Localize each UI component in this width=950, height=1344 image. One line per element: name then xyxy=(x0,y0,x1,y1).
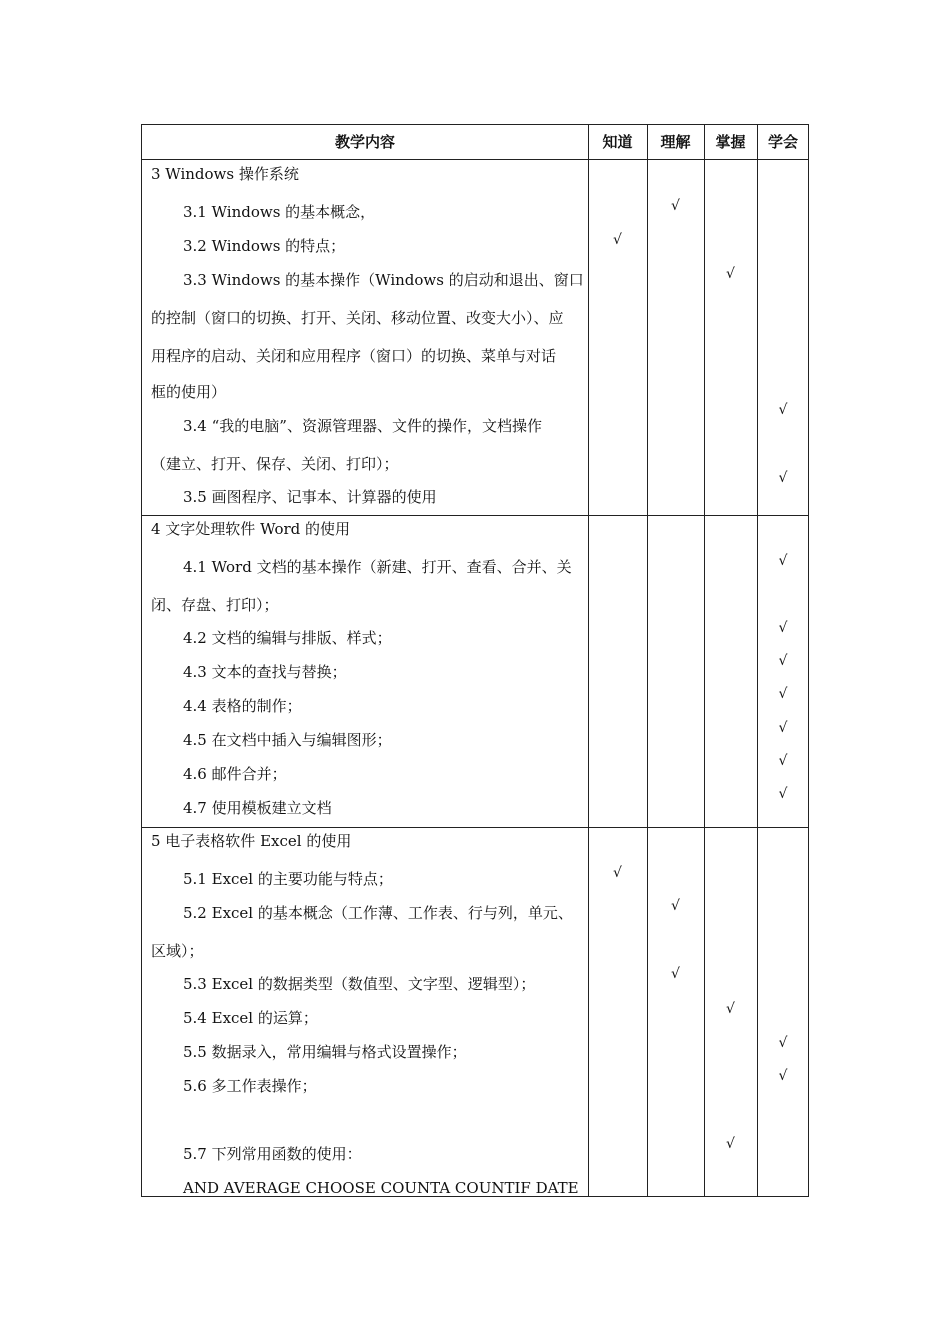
content-line: 3.2 Windows 的特点； xyxy=(183,237,346,255)
content-line: 4.1 Word 文档的基本操作（新建、打开、查看、合并、关 xyxy=(183,558,572,576)
column-divider xyxy=(757,828,758,1196)
column-divider xyxy=(757,160,758,515)
column-divider xyxy=(647,516,648,827)
table-header-row xyxy=(142,125,808,160)
check-mark: √ xyxy=(726,266,735,282)
content-line: 4.4 表格的制作； xyxy=(183,697,302,715)
column-divider xyxy=(757,125,758,159)
column-divider xyxy=(588,160,589,515)
section-title: 3 Windows 操作系统 xyxy=(151,165,299,183)
check-mark: √ xyxy=(671,198,680,214)
column-divider xyxy=(647,125,648,159)
content-line: （建立、打开、保存、关闭、打印）； xyxy=(151,455,399,473)
check-mark: √ xyxy=(671,966,680,982)
content-line: 3.1 Windows 的基本概念， xyxy=(183,203,376,221)
content-line: 4.5 在文档中插入与编辑图形； xyxy=(183,731,392,749)
content-line: 5.3 Excel 的数据类型（数值型、文字型、逻辑型）； xyxy=(183,975,536,993)
check-mark: √ xyxy=(778,1035,788,1051)
content-line: 5.5 数据录入，常用编辑与格式设置操作； xyxy=(183,1043,467,1061)
check-mark: √ xyxy=(726,1001,735,1017)
content-line: 3.4 “我的电脑”、资源管理器、文件的操作，文档操作 xyxy=(183,417,542,435)
check-mark: √ xyxy=(726,1136,735,1152)
table-section-3 xyxy=(142,160,808,516)
column-divider xyxy=(704,828,705,1196)
table-section-5 xyxy=(142,828,808,1196)
header-master: 掌握 xyxy=(715,133,746,151)
content-line: 框的使用） xyxy=(151,383,227,401)
section-title: 5 电子表格软件 Excel 的使用 xyxy=(151,832,352,850)
check-mark: √ xyxy=(778,753,788,769)
content-line: 5.6 多工作表操作； xyxy=(183,1077,317,1095)
check-mark: √ xyxy=(778,553,788,569)
check-mark: √ xyxy=(613,865,622,881)
header-know: 知道 xyxy=(602,133,633,151)
column-divider xyxy=(757,516,758,827)
check-mark: √ xyxy=(778,1068,788,1084)
content-line: 5.7 下列常用函数的使用： xyxy=(183,1145,362,1163)
check-mark: √ xyxy=(778,402,788,418)
column-divider xyxy=(647,160,648,515)
header-learn: 学会 xyxy=(767,133,798,151)
content-line: AND AVERAGE CHOOSE COUNTA COUNTIF DATE xyxy=(183,1179,579,1197)
check-mark: √ xyxy=(613,232,622,248)
check-mark: √ xyxy=(778,653,788,669)
check-mark: √ xyxy=(778,620,788,636)
syllabus-table xyxy=(141,124,809,1197)
content-line: 区域）； xyxy=(151,942,204,960)
column-divider xyxy=(704,160,705,515)
header-understand: 理解 xyxy=(660,133,691,151)
content-line: 4.7 使用模板建立文档 xyxy=(183,799,332,817)
check-mark: √ xyxy=(671,898,680,914)
content-line: 4.3 文本的查找与替换； xyxy=(183,663,347,681)
section-title: 4 文字处理软件 Word 的使用 xyxy=(151,520,351,538)
content-line: 5.4 Excel 的运算； xyxy=(183,1009,318,1027)
content-line: 5.2 Excel 的基本概念（工作薄、工作表、行与列，单元、 xyxy=(183,904,573,922)
content-line: 用程序的启动、关闭和应用程序（窗口）的切换、菜单与对话 xyxy=(151,347,557,365)
check-mark: √ xyxy=(778,720,788,736)
column-divider xyxy=(704,125,705,159)
column-divider xyxy=(588,828,589,1196)
check-mark: √ xyxy=(778,786,788,802)
content-line: 的控制（窗口的切换、打开、关闭、移动位置、改变大小）、应 xyxy=(151,309,564,327)
column-divider xyxy=(588,125,589,159)
content-line: 5.1 Excel 的主要功能与特点； xyxy=(183,870,393,888)
column-divider xyxy=(588,516,589,827)
content-line: 3.5 画图程序、记事本、计算器的使用 xyxy=(183,488,437,506)
content-line: 闭、存盘、打印）； xyxy=(151,596,279,614)
table-section-4 xyxy=(142,516,808,828)
header-content: 教学内容 xyxy=(334,133,395,151)
check-mark: √ xyxy=(778,470,788,486)
column-divider xyxy=(647,828,648,1196)
content-line: 4.6 邮件合并； xyxy=(183,765,287,783)
check-mark: √ xyxy=(778,686,788,702)
content-line: 4.2 文档的编辑与排版、样式； xyxy=(183,629,392,647)
content-line: 3.3 Windows 的基本操作（Windows 的启动和退出、窗口 xyxy=(183,271,584,289)
column-divider xyxy=(704,516,705,827)
